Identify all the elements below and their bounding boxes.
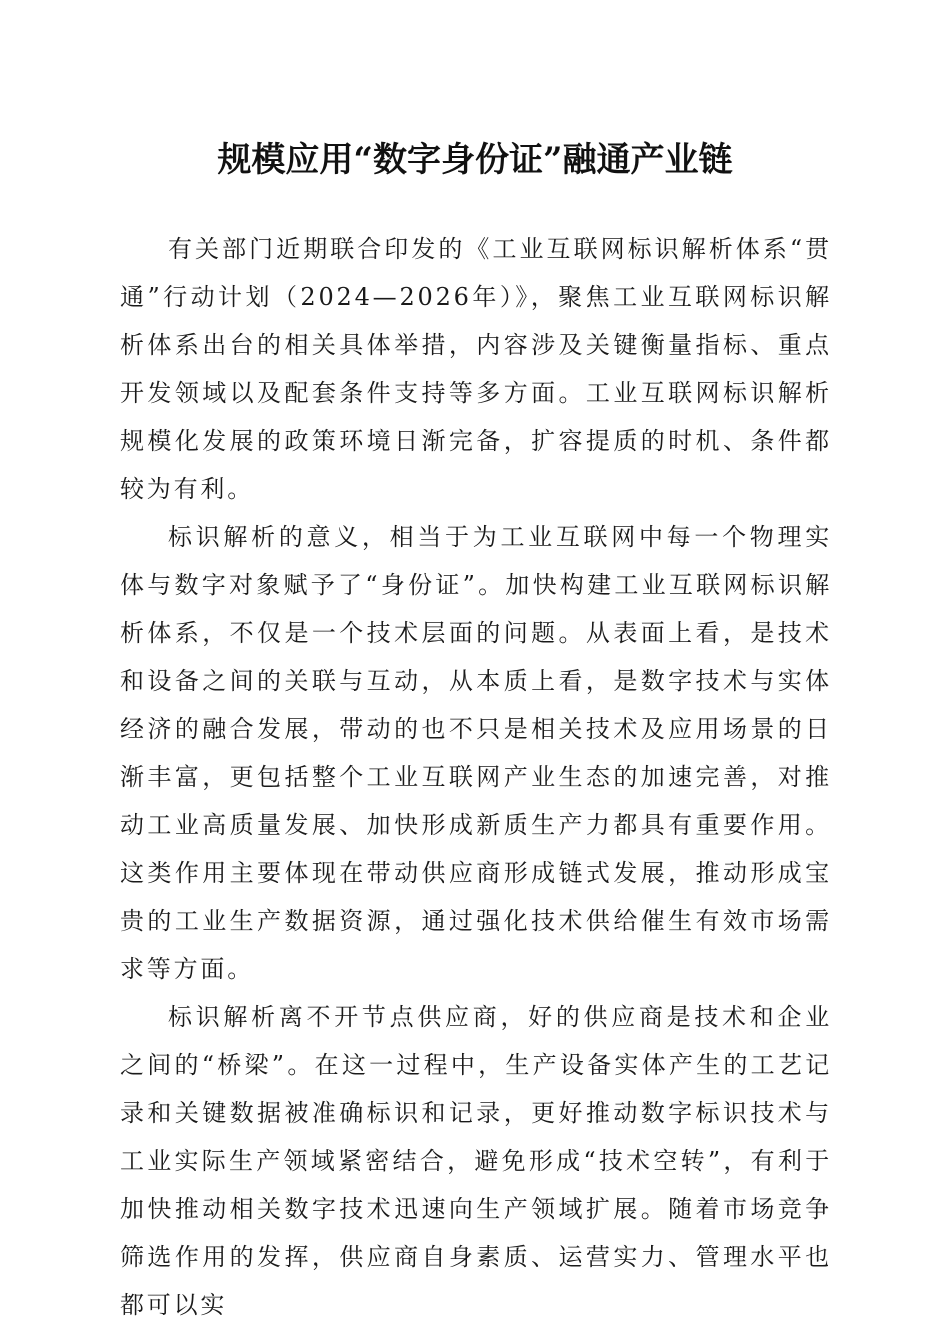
paragraph-2: 标识解析的意义，相当于为工业互联网中每一个物理实体与数字对象赋予了“身份证”。加快构建工业互联网标识解析体系，不仅是一个技术层面的问题。从表面上看，是技术和设备之间的关联与互动，从本质上看，是数字技术与实体经济的融合发展，带动的也不只是相关技术及应用场景的日渐丰富，更包括整个工业互联网产业生态的加速完善，对推动工业高质量发展、加快形成新质生产力都具有重要作用。这类作用主要体现在带动供应商形成链式发展，推动形成宝贵的工业生产数据资源，通过强化技术供给催生有效市场需求等方面。	[120, 523, 832, 983]
document-title: 规模应用“数字身份证”融通产业链	[217, 140, 733, 180]
paragraph-1: 有关部门近期联合印发的《工业互联网标识解析体系“贯通”行动计划（2024—2026年）》，聚焦工业互联网标识解析体系出台的相关具体举措，内容涉及关键衡量指标、重点开发领域以及配套条件支持等多方面。工业互联网标识解析规模化发展的政策环境日渐完备，扩容提质的时机、条件都较为有利。	[120, 235, 832, 503]
document-body	[120, 225, 832, 1329]
paragraph-3: 标识解析离不开节点供应商，好的供应商是技术和企业之间的“桥梁”。在这一过程中，生产设备实体产生的工艺记录和关键数据被准确标识和记录，更好推动数字标识技术与工业实际生产领域紧密结合，避免形成“技术空转”，有利于加快推动相关数字技术迅速向生产领域扩展。随着市场竞争筛选作用的发挥，供应商自身素质、运营实力、管理水平也都可以实	[120, 1003, 832, 1319]
